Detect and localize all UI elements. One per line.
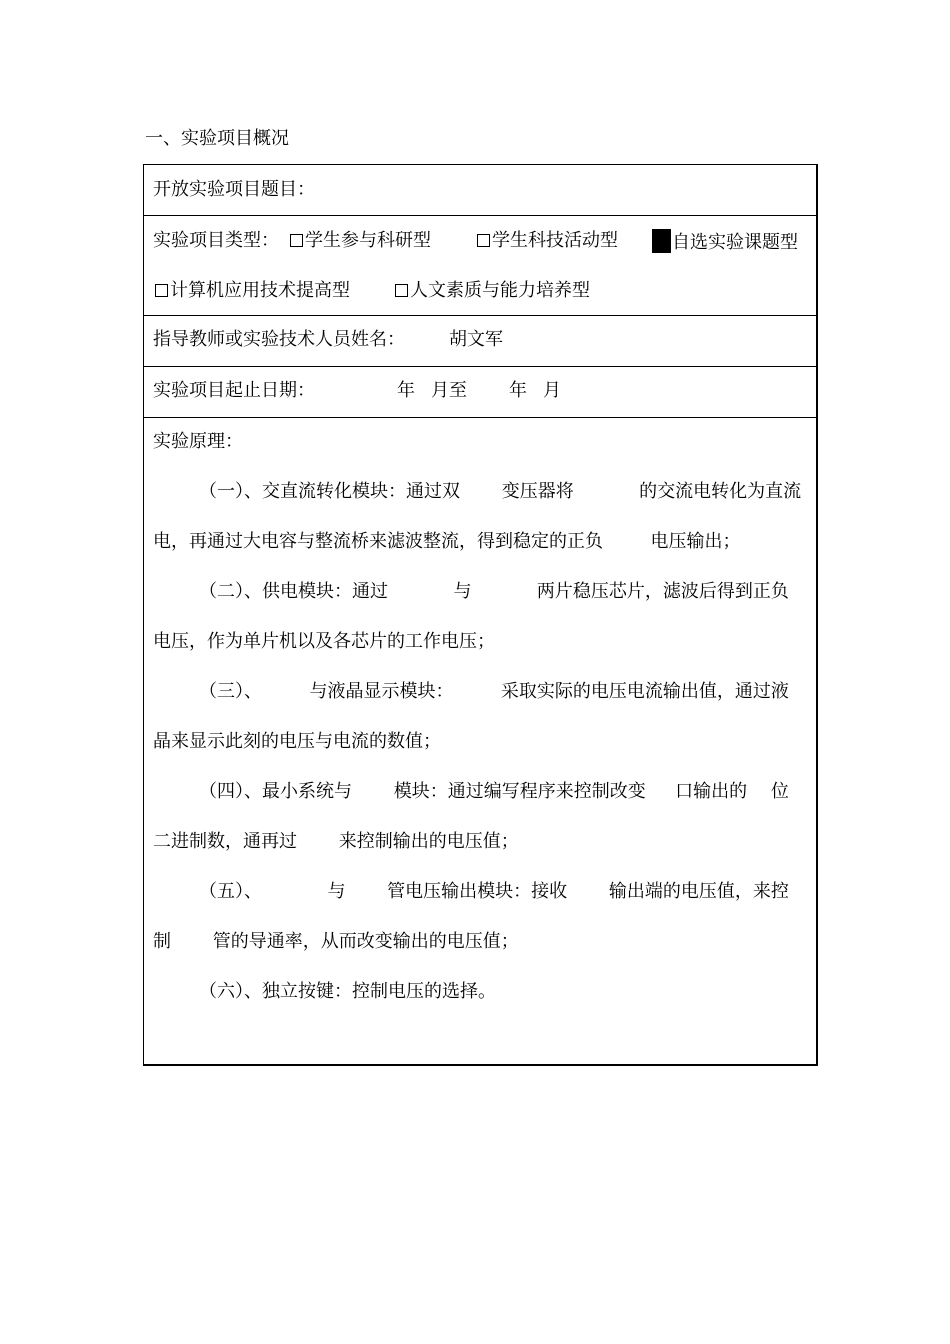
project-type-label: 实验项目类型： [153, 230, 279, 251]
date-label: 实验项目起止日期： [153, 380, 315, 401]
date-row [144, 366, 816, 418]
end-year-unit: 年 [509, 380, 527, 401]
end-month-unit: 月 [543, 380, 561, 401]
advisor-label: 指导教师或实验技术人员姓名： [153, 329, 405, 350]
type-option-computer-application[interactable] [155, 279, 350, 303]
project-type-row [144, 215, 816, 316]
principle-line: 电压，作为单片机以及各芯片的工作电压； [153, 631, 495, 652]
principle-line: 制 管的导通率，从而改变输出的电压值； [153, 931, 519, 952]
principle-line: （四）、最小系统与 模块：通过编写程序来控制改变 口输出的 位 [199, 781, 789, 802]
principle-line: （三）、 与液晶显示模块： 采取实际的电压电流输出值，通过液 [199, 681, 789, 702]
type-option-label: 计算机应用技术提高型 [170, 280, 350, 301]
type-option-research[interactable] [290, 229, 431, 253]
type-option-label: 学生参与科研型 [305, 230, 431, 251]
checkbox-icon[interactable] [477, 234, 490, 247]
type-option-label: 学生科技活动型 [492, 230, 618, 251]
advisor-label-group [153, 328, 503, 352]
section-heading: 一、实验项目概况 [145, 128, 289, 149]
principle-line: 二进制数，通再过 来控制输出的电压值； [153, 831, 519, 852]
checkbox-icon[interactable] [395, 284, 408, 297]
checkbox-icon[interactable] [155, 284, 168, 297]
project-title-row [144, 165, 816, 216]
type-option-self-selected[interactable] [652, 229, 798, 255]
principle-line: 晶来显示此刻的电压与电流的数值； [153, 731, 441, 752]
principle-line: （一）、交直流转化模块：通过双 变压器将 的交流电转化为直流 [199, 481, 802, 502]
principle-row [144, 417, 816, 1064]
principle-label: 实验原理： [153, 431, 243, 452]
principle-line: （五）、 与 管电压输出模块：接收 输出端的电压值，来控 [199, 881, 789, 902]
checkbox-icon[interactable] [290, 234, 303, 247]
principle-line: （二）、供电模块：通过 与 两片稳压芯片，滤波后得到正负 [199, 581, 789, 602]
advisor-name: 胡文军 [449, 329, 503, 350]
principle-line: （六）、独立按键：控制电压的选择。 [199, 981, 496, 1002]
project-title-label: 开放实验项目题目： [153, 179, 315, 200]
type-option-tech-activity[interactable] [477, 229, 618, 253]
type-option-label: 人文素质与能力培养型 [410, 280, 590, 301]
advisor-row [144, 315, 816, 367]
checkbox-checked-icon[interactable] [652, 229, 671, 253]
start-year-unit: 年 [397, 380, 415, 401]
type-option-label: 自选实验课题型 [672, 232, 798, 253]
type-option-humanities[interactable] [395, 279, 590, 303]
principle-line: 电，再通过大电容与整流桥来滤波整流，得到稳定的正负 电压输出； [153, 531, 741, 552]
project-overview-table [143, 164, 818, 1066]
date-range [397, 379, 561, 403]
start-month-unit: 月至 [431, 380, 467, 401]
